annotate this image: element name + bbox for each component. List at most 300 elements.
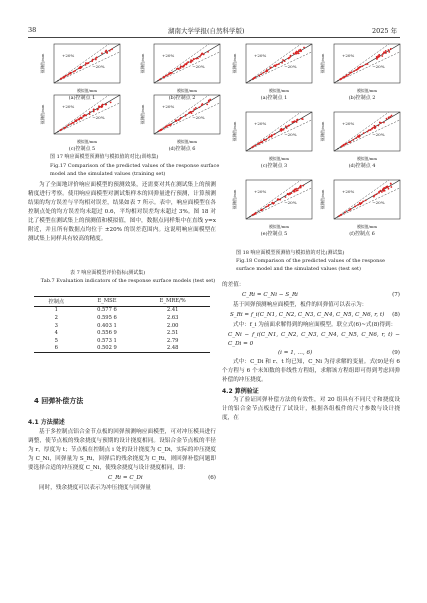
- data-point: [359, 202, 361, 204]
- journal-title: 湖南大学学报(自然科学版): [168, 27, 245, 35]
- x-axis-label: 模拟值/mm: [357, 224, 377, 229]
- data-point: [178, 119, 180, 121]
- data-point: [111, 48, 113, 50]
- y-axis-label: 预测值/mm: [320, 121, 325, 142]
- table-cell: 2.41: [166, 307, 179, 314]
- data-point: [355, 137, 357, 139]
- data-point: [192, 60, 194, 62]
- panel-label: (a)控制点 1: [260, 95, 288, 101]
- data-point: [185, 114, 187, 116]
- data-point: [298, 187, 300, 189]
- data-point: [95, 59, 97, 61]
- data-point: [295, 188, 297, 190]
- data-point: [345, 143, 347, 145]
- data-point: [388, 117, 390, 119]
- scatter-plot: [140, 42, 224, 94]
- data-point: [199, 106, 201, 108]
- data-point: [357, 135, 359, 137]
- band-label-minus: −20%: [284, 200, 297, 206]
- data-point: [109, 50, 111, 52]
- panel-label: (b)控制点 2: [348, 95, 376, 101]
- data-point: [64, 127, 66, 129]
- data-point: [390, 48, 392, 50]
- table-row: [34, 322, 210, 330]
- data-point: [105, 50, 107, 52]
- table-cell: 6: [54, 345, 58, 352]
- data-point: [296, 52, 298, 54]
- data-point: [253, 145, 255, 147]
- data-point: [386, 185, 388, 187]
- data-point: [274, 133, 276, 135]
- data-point: [300, 187, 302, 189]
- data-point: [388, 51, 390, 53]
- data-point: [80, 66, 82, 68]
- table-cell: 2.79: [166, 337, 179, 344]
- data-point: [348, 141, 350, 143]
- data-point: [281, 62, 283, 64]
- data-point: [106, 52, 108, 54]
- data-point: [76, 119, 78, 121]
- data-point: [269, 135, 271, 137]
- data-point: [170, 72, 172, 74]
- data-point: [193, 58, 195, 60]
- data-point: [89, 113, 91, 115]
- data-point: [382, 188, 384, 190]
- table7-title-en: Tab.7 Evaluation indicators of the response surface models (test set): [40, 278, 216, 284]
- data-point: [291, 192, 293, 194]
- y-axis-label: 预测值/mm: [320, 189, 325, 210]
- panel-label: (d)控制点 4: [348, 163, 376, 169]
- reference-line: [246, 112, 312, 151]
- data-point: [92, 59, 94, 61]
- data-point: [383, 190, 385, 192]
- data-point: [293, 53, 295, 55]
- section-heading: 4 回弹补偿方法: [34, 397, 84, 405]
- right-top-text: 的差值：: [222, 282, 245, 288]
- panel-label: (c)控制点 3: [260, 163, 288, 169]
- band-label-minus: −20%: [192, 115, 205, 121]
- data-point: [300, 185, 302, 187]
- data-point: [285, 196, 287, 198]
- data-point: [289, 56, 291, 58]
- y-axis-label: 预测值/mm: [40, 53, 45, 74]
- table7-header: 控制点: [48, 298, 65, 305]
- data-point: [377, 56, 379, 58]
- data-point: [87, 62, 89, 64]
- data-point: [341, 146, 343, 148]
- data-point: [297, 189, 299, 191]
- fig18-caption-cn: 图 18 响应面模型预测值与模拟值的对比(测试集): [236, 250, 345, 256]
- data-point: [371, 128, 373, 130]
- data-point: [101, 52, 103, 54]
- data-point: [386, 118, 388, 120]
- data-point: [277, 198, 279, 200]
- data-point: [260, 73, 262, 75]
- table-cell: 3: [54, 322, 58, 329]
- band-label-plus: +20%: [342, 189, 355, 194]
- data-point: [298, 52, 300, 54]
- scatter-plot: [320, 178, 404, 230]
- data-point: [263, 72, 265, 74]
- data-point: [271, 134, 273, 136]
- data-point: [166, 126, 168, 128]
- table7-title-cn: 表 7 响应面模型评价指标(测试集): [70, 270, 146, 276]
- data-point: [159, 79, 161, 81]
- data-point: [195, 107, 197, 109]
- fig18-plot-a: [232, 42, 316, 102]
- scatter-plot: [232, 110, 316, 162]
- band-label-plus: +20%: [254, 121, 267, 126]
- band-label-minus: −20%: [192, 64, 205, 70]
- scatter-plot: [140, 93, 224, 145]
- band-label-plus: +20%: [62, 104, 75, 109]
- data-point: [276, 64, 278, 66]
- scatter-plot: [232, 42, 316, 94]
- year: 2025 年: [372, 27, 398, 35]
- equation-6: C_Ri = C_Di (6): [108, 475, 216, 481]
- data-point: [93, 111, 95, 113]
- data-point: [302, 185, 304, 187]
- data-point: [370, 129, 372, 131]
- data-point: [340, 214, 342, 216]
- x-axis-label: 模拟值/mm: [177, 88, 197, 93]
- data-point: [350, 71, 352, 73]
- band-label-plus: +20%: [162, 104, 175, 109]
- panel-label: (c)控制点 5: [68, 146, 96, 152]
- data-point: [342, 77, 344, 79]
- data-point: [99, 106, 101, 108]
- data-point: [344, 211, 346, 213]
- data-point: [193, 108, 195, 110]
- data-point: [67, 124, 69, 126]
- data-point: [67, 74, 69, 76]
- panel-label: (a)控制点 1: [68, 95, 96, 101]
- data-point: [80, 117, 82, 119]
- data-point: [376, 193, 378, 195]
- data-point: [252, 214, 254, 216]
- data-point: [203, 54, 205, 56]
- data-point: [208, 101, 210, 103]
- data-point: [377, 125, 379, 127]
- data-point: [365, 64, 367, 66]
- data-point: [355, 69, 357, 71]
- table-row: [34, 306, 210, 314]
- data-point: [383, 51, 385, 53]
- x-axis-label: 模拟值/mm: [177, 139, 197, 144]
- data-point: [291, 121, 293, 123]
- panel-label: (b)控制点 2: [168, 95, 196, 101]
- equation-9: C_Ni − f_i(C_N1, C_N2, C_N3, C_N4, C_N5, C_N6, r, t) − C_Di = 0 (i = 1, …, 6) (9): [228, 332, 400, 356]
- reference-line: [154, 95, 220, 134]
- subsection-heading-42: 4.2 算例验证: [222, 388, 259, 395]
- data-point: [382, 53, 384, 55]
- band-label-plus: +20%: [62, 53, 75, 58]
- table-cell: 2.00: [166, 322, 179, 329]
- data-point: [265, 139, 267, 141]
- band-label-minus: −20%: [284, 64, 297, 70]
- data-point: [258, 75, 260, 77]
- scatter-plot: [232, 178, 316, 230]
- data-point: [161, 129, 163, 131]
- data-point: [374, 125, 376, 127]
- table-row: [34, 345, 210, 353]
- table-row: [34, 314, 210, 322]
- data-point: [281, 128, 283, 130]
- header-rule: [28, 37, 400, 38]
- data-point: [209, 99, 211, 101]
- data-point: [278, 63, 280, 65]
- data-point: [363, 132, 365, 134]
- data-point: [357, 204, 359, 206]
- right-column: 的差值： C_Ri = C_Ni − S_Ri (7) 基于回弹预测响应面模型，板件的回弹值可以表示为： S_Ri = f_i(C_N1, C_N2, C_N3, C_N4, C_N5, C_N6, r, t) (8) 式中：f_i 为前面求解得到的响应面模型。联立式(6)~式(8)得到： C_Ni − f_i(C_N1, C_N2, C_N3, C_N4, C_N5, C_N6, r, t) − C_Di = 0 (i = 1, …, 6) (9) 式中：C_Di 和 r、t 均已知，C_Ni 为待求解的变量。式(9)是有 6 个方程与 6 个未知数的非线性方程组，求解该方程组即可得到考虑回弹补偿的冲压挠度。 4.2 算例验证 为了验证回弹补偿方法的有效性，对 20 组具有不同尺寸和挠度设计的铝合金节点板进行了试设计，根据各组板件的尺寸参数与设计挠度，在: [222, 282, 400, 421]
- data-point: [207, 51, 209, 53]
- data-point: [206, 103, 208, 105]
- data-point: [199, 56, 201, 58]
- table-cell: 0.502 9: [97, 345, 117, 352]
- x-axis-label: 模拟值/mm: [77, 88, 97, 93]
- data-point: [365, 200, 367, 202]
- data-point: [380, 190, 382, 192]
- table-cell: 0.403 1: [97, 322, 117, 329]
- x-axis-label: 模拟值/mm: [77, 139, 97, 144]
- data-point: [260, 210, 262, 212]
- data-point: [388, 49, 390, 51]
- data-point: [85, 114, 87, 116]
- fig18-plot-b: [320, 42, 404, 102]
- data-point: [362, 200, 364, 202]
- data-point: [284, 60, 286, 62]
- band-label-plus: +20%: [254, 189, 267, 194]
- data-point: [376, 56, 378, 58]
- fig18-plot-c: [232, 110, 316, 170]
- data-point: [342, 145, 344, 147]
- data-point: [101, 106, 103, 108]
- data-point: [353, 70, 355, 72]
- data-point: [390, 186, 392, 188]
- data-point: [101, 104, 103, 106]
- table7-header: E_MSE: [97, 298, 117, 305]
- data-point: [354, 205, 356, 207]
- data-point: [254, 77, 256, 79]
- band-label-plus: +20%: [254, 53, 267, 58]
- data-point: [375, 127, 377, 129]
- y-axis-label: 预测值/mm: [232, 189, 237, 210]
- table-cell: 2.63: [166, 314, 179, 321]
- band-label-minus: −20%: [372, 132, 385, 138]
- data-point: [83, 115, 85, 117]
- data-point: [251, 147, 253, 149]
- data-point: [61, 129, 63, 131]
- data-point: [266, 70, 268, 72]
- data-point: [163, 76, 165, 78]
- x-axis-label: 模拟值/mm: [269, 88, 289, 93]
- table-cell: 2.48: [166, 345, 179, 352]
- data-point: [296, 121, 298, 123]
- fig17-caption-cn: 图 17 响应面模型预测值与模拟值的对比(训练集): [50, 154, 159, 160]
- table7-header: E_MRE/%: [159, 298, 186, 305]
- scatter-plot: [40, 42, 124, 94]
- data-point: [367, 131, 369, 133]
- data-point: [378, 54, 380, 56]
- data-point: [258, 143, 260, 145]
- data-point: [349, 208, 351, 210]
- band-label-minus: −20%: [92, 64, 105, 70]
- scatter-plot: [320, 110, 404, 162]
- data-point: [389, 116, 391, 118]
- data-point: [93, 109, 95, 111]
- page-number: 38: [28, 26, 37, 34]
- data-point: [60, 78, 62, 80]
- data-point: [85, 62, 87, 64]
- y-axis-label: 预测值/mm: [232, 121, 237, 142]
- panel-label: (d)控制点 6: [168, 146, 196, 152]
- data-point: [341, 78, 343, 80]
- table-cell: 4: [54, 330, 58, 337]
- data-point: [271, 202, 273, 204]
- table-cell: 2: [54, 314, 58, 321]
- data-point: [180, 65, 182, 67]
- x-axis-label: 模拟值/mm: [357, 88, 377, 93]
- data-point: [380, 122, 382, 124]
- data-point: [390, 183, 392, 185]
- data-point: [78, 119, 80, 121]
- table-row: [34, 337, 210, 345]
- data-point: [279, 199, 281, 201]
- data-point: [187, 61, 189, 63]
- data-point: [290, 55, 292, 57]
- reference-line: [334, 180, 400, 219]
- data-point: [303, 47, 305, 49]
- table-row: [34, 329, 210, 337]
- data-point: [97, 109, 99, 111]
- data-point: [110, 101, 112, 103]
- band-label-minus: −20%: [372, 200, 385, 206]
- subsection-heading: 4.1 方法描述: [28, 419, 65, 426]
- data-point: [338, 215, 340, 217]
- data-point: [381, 191, 383, 193]
- data-point: [200, 54, 202, 56]
- data-point: [385, 187, 387, 189]
- data-point: [282, 59, 284, 61]
- band-label-plus: +20%: [342, 53, 355, 58]
- fig17-plot-c: [40, 93, 124, 153]
- x-axis-label: 模拟值/mm: [269, 224, 289, 229]
- data-point: [167, 74, 169, 76]
- data-point: [263, 139, 265, 141]
- fig17-caption-en: Fig.17 Comparison of the predicted values of the response surface model and the simulated values (training set): [50, 163, 220, 177]
- table-cell: 0.595 6: [97, 314, 117, 321]
- scatter-plot: [320, 42, 404, 94]
- y-axis-label: 预测值/mm: [320, 53, 325, 74]
- y-axis-label: 预测值/mm: [232, 53, 237, 74]
- data-point: [368, 129, 370, 131]
- data-point: [182, 66, 184, 68]
- fig18-caption-en: Fig.18 Comparison of the predicted values of the response surface model and the simulated values (test set): [236, 258, 385, 272]
- fig18-plot-e: [232, 178, 316, 238]
- data-point: [300, 50, 302, 52]
- data-point: [283, 129, 285, 131]
- data-point: [170, 123, 172, 125]
- data-point: [188, 112, 190, 114]
- data-point: [348, 74, 350, 76]
- y-axis-label: 预测值/mm: [40, 104, 45, 125]
- data-point: [388, 188, 390, 190]
- data-point: [177, 68, 179, 70]
- data-point: [89, 111, 91, 113]
- data-point: [197, 58, 199, 60]
- data-point: [73, 122, 75, 124]
- equation-7: C_Ri = C_Ni − S_Ri (7): [242, 292, 400, 298]
- table-cell: 5: [54, 337, 58, 344]
- data-point: [260, 141, 262, 143]
- band-label-minus: −20%: [284, 132, 297, 138]
- equation-8: S_Ri = f_i(C_N1, C_N2, C_N3, C_N4, C_N5, C_N6, r, t) (8): [230, 312, 400, 318]
- data-point: [345, 75, 347, 77]
- data-point: [191, 112, 193, 114]
- left-paragraph: 为了全面地评价响应面模型的预测效果，还需要对其在测试集上的预测精度进行考察。使用响应面模型对测试集样本的回弹量进行预测，计算预测结果的均方误差与平均相对误差，结果如表 7 所示。表中，响应面模型在各控制点处的均方误差均未超过 0.6，平均相对误差均未超过 3%。图 18 对比了模型在测试集上的预测值和模拟值，图中，数据点同样集中在直线 y=x 附近，并且所有数据点均位于 ±20% 的误差范围内。这说明响应面模型在测试集上同样具有较高的精度。: [28, 182, 216, 242]
- data-point: [265, 206, 267, 208]
- fig17-plot-d: [140, 93, 224, 153]
- table-cell: 2.51: [166, 330, 179, 337]
- data-point: [275, 65, 277, 67]
- data-point: [381, 55, 383, 57]
- table-cell: 0.577 6: [97, 307, 117, 314]
- table-cell: 1: [54, 307, 58, 314]
- data-point: [192, 110, 194, 112]
- data-point: [383, 122, 385, 124]
- method-paragraph: 基于多控制点铝合金节点板的回弹预测响应面模型，可对冲压模具进行调整，使节点板的残余挠度与预期的设计挠度相同。设铝合金节点板的半径为 r，厚度为 t；节点板在控制点 i 处的设计挠度为 C_Di，实际的冲压挠度为 C_Ni，回弹量为 S_Ri，回弹后的残余挠度为 C_Ri，则回弹补偿问题即要选择合适的冲压挠度 C_Ni，使残余挠度与设计挠度相同，即： C_Ri = C_Di (6) 同时，残余挠度可以表示为冲压挠度与回弹量: [28, 429, 216, 491]
- data-point: [293, 191, 295, 193]
- x-axis-label: 模拟值/mm: [357, 156, 377, 161]
- data-point: [95, 57, 97, 59]
- data-point: [361, 65, 363, 67]
- data-point: [184, 63, 186, 65]
- data-point: [176, 120, 178, 122]
- data-point: [73, 71, 75, 73]
- data-point: [296, 51, 298, 53]
- data-point: [367, 63, 369, 65]
- table-cell: 0.573 1: [97, 337, 117, 344]
- x-axis-label: 模拟值/mm: [269, 156, 289, 161]
- data-point: [158, 130, 160, 132]
- data-point: [288, 194, 290, 196]
- band-label-minus: −20%: [92, 115, 105, 121]
- data-point: [286, 127, 288, 129]
- data-point: [391, 115, 393, 117]
- scatter-plot: [40, 93, 124, 145]
- data-point: [165, 75, 167, 77]
- data-point: [70, 72, 72, 74]
- fig18-plot-f: [320, 178, 404, 238]
- panel-label: (f)控制点 6: [349, 231, 375, 237]
- data-point: [105, 104, 107, 106]
- table-cell: 0.556 9: [97, 330, 117, 337]
- data-point: [285, 125, 287, 127]
- y-axis-label: 预测值/mm: [140, 53, 145, 74]
- band-label-plus: +20%: [162, 53, 175, 58]
- data-point: [180, 117, 182, 119]
- data-point: [296, 119, 298, 121]
- data-point: [201, 103, 203, 105]
- data-point: [267, 205, 269, 207]
- data-point: [254, 213, 256, 215]
- data-point: [62, 76, 64, 78]
- y-axis-label: 预测值/mm: [140, 104, 145, 125]
- data-point: [288, 125, 290, 127]
- data-point: [359, 66, 361, 68]
- data-point: [352, 139, 354, 141]
- data-point: [361, 202, 363, 204]
